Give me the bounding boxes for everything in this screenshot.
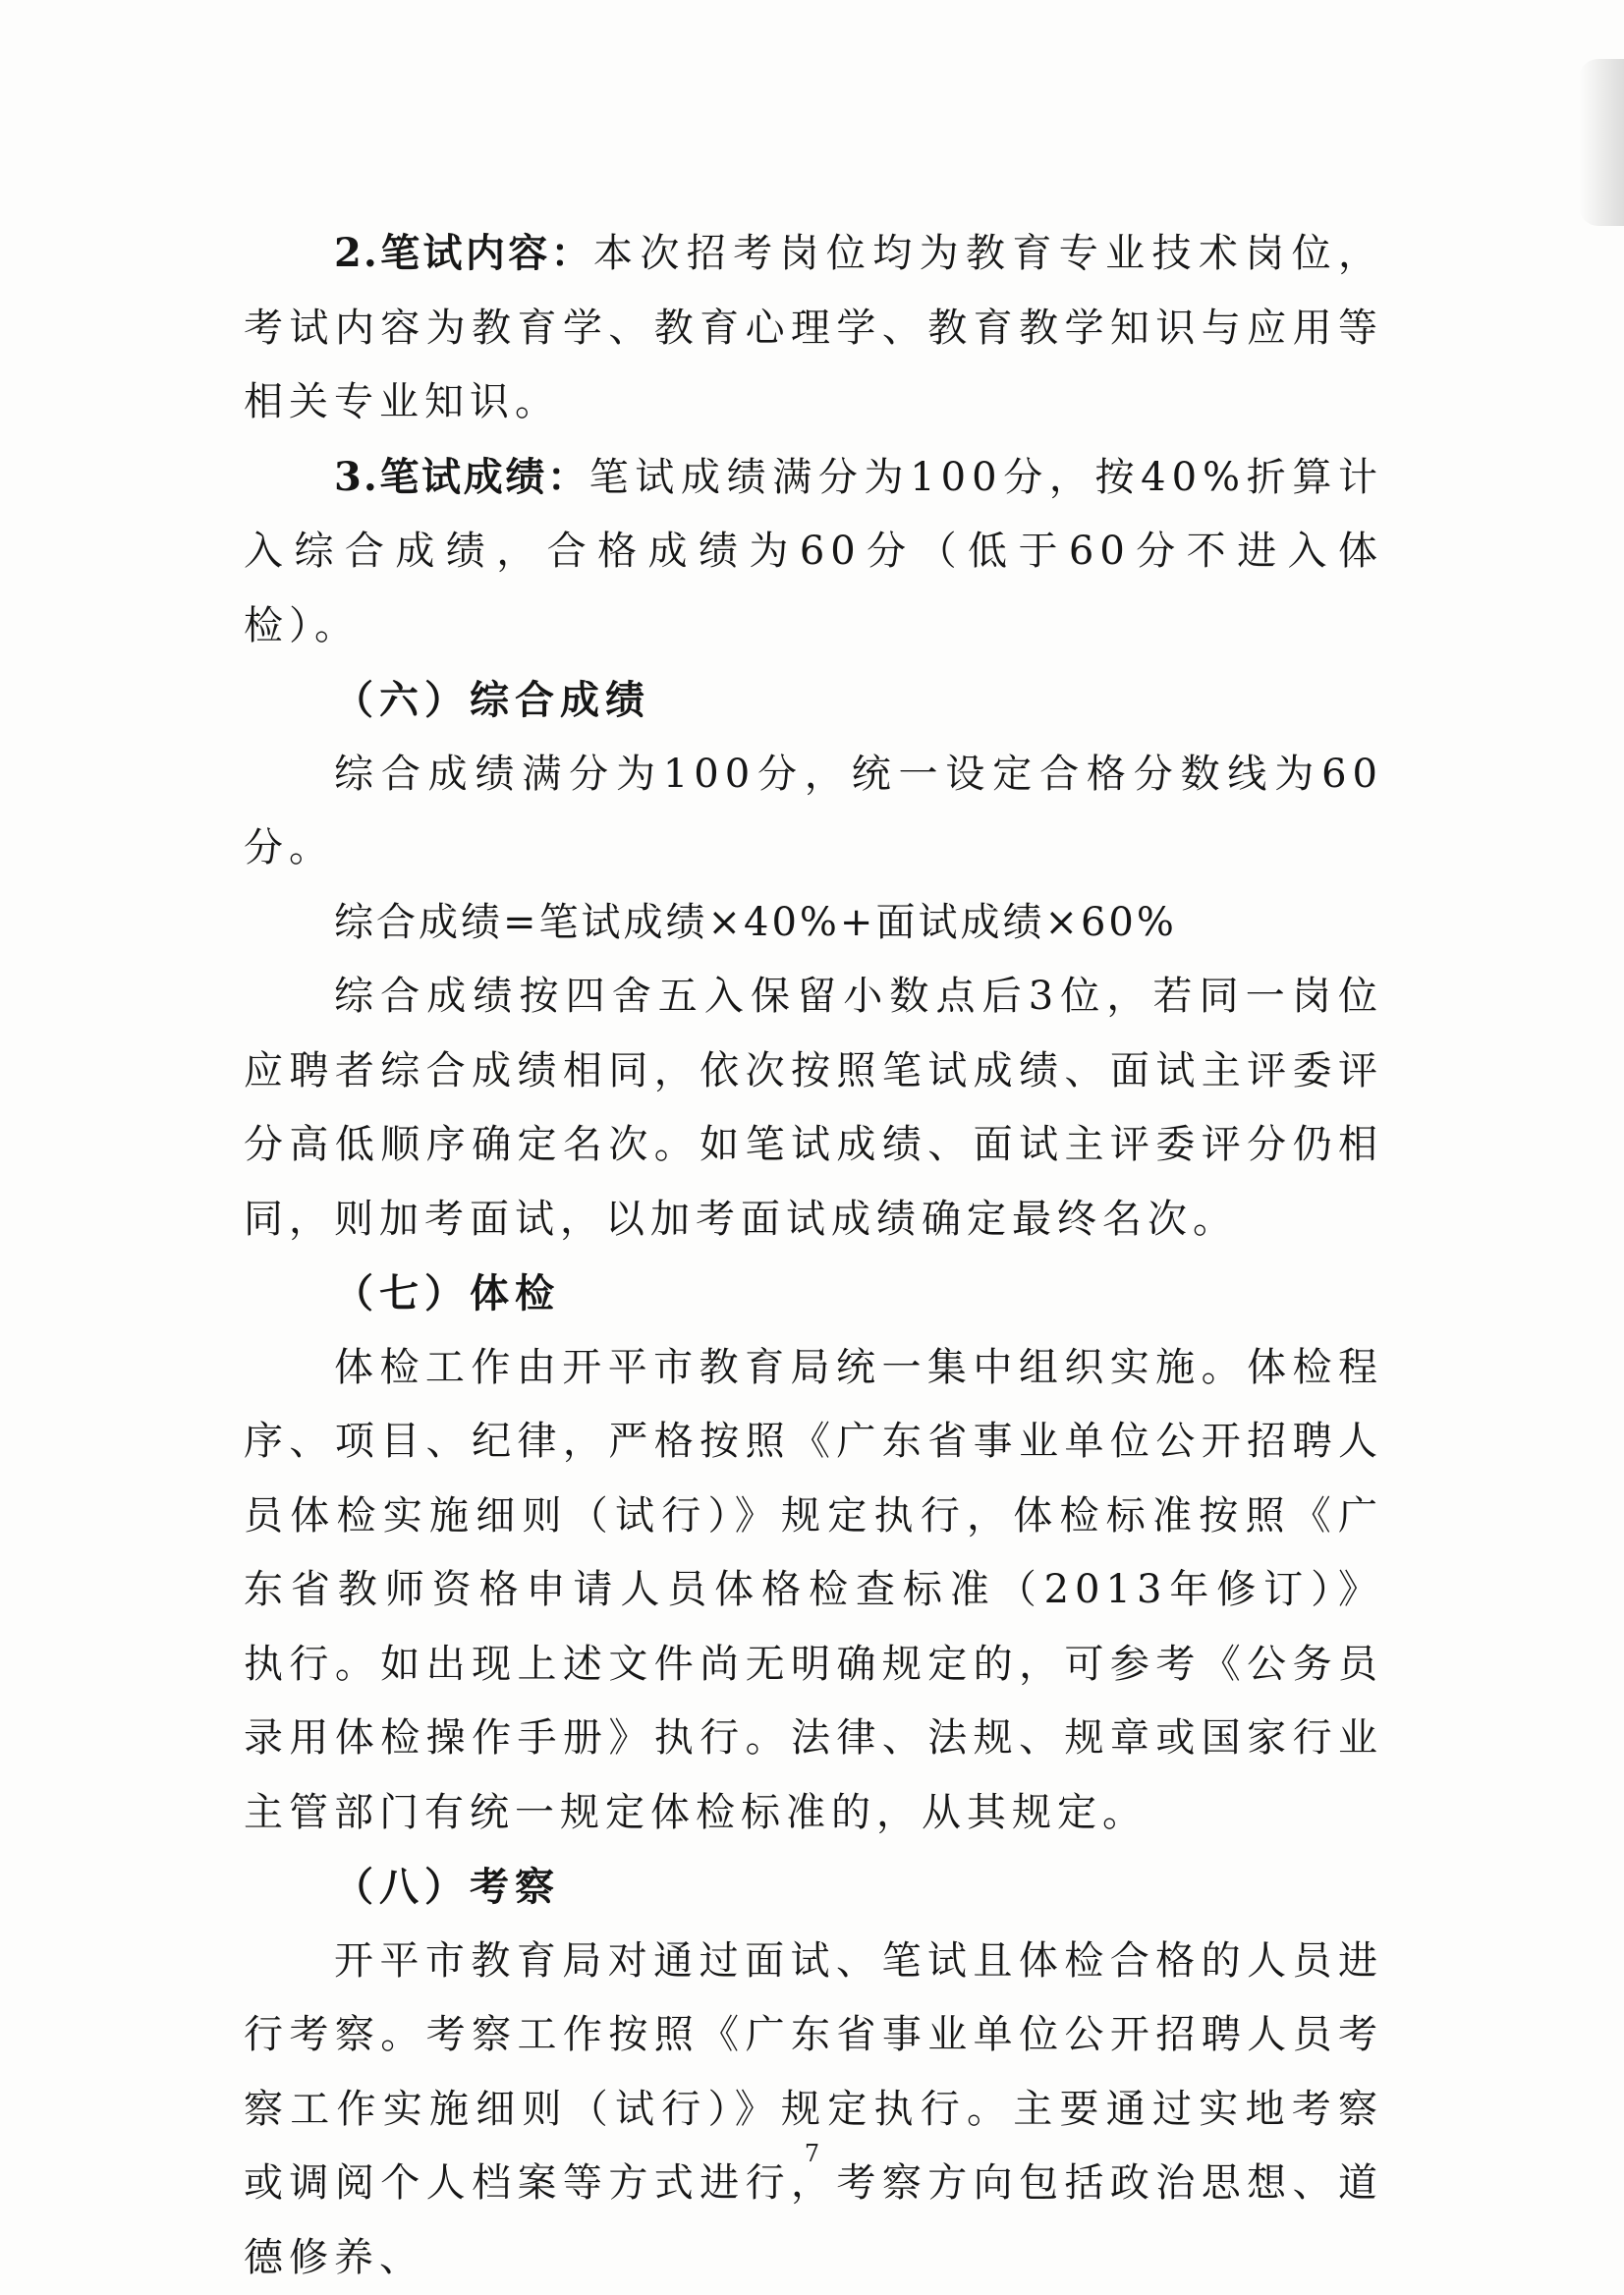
paragraph-written-exam-score [244,440,1383,664]
paragraph-score-ranking: 综合成绩按四舍五入保留小数点后3位，若同一岗位应聘者综合成绩相同，依次按照笔试成绩、面试主评委评分高低顺序确定名次。如笔试成绩、面试主评委评分仍相同，则加考面试，以加考面试成绩确定最终名次。 [244,974,1383,1242]
document-body [244,216,1383,2295]
scan-edge-shadow [1579,59,1624,226]
paragraph-inspection: 开平市教育局对通过面试、笔试且体检合格的人员进行考察。考察工作按照《广东省事业单位公开招聘人员考察工作实施细则（试行）》规定执行。主要通过实地考察或调阅个人档案等方式进行，考察方向包括政治思想、道德修养、 [244,1937,1383,2280]
paragraph-lead: 3.笔试成绩： [334,453,589,500]
paragraph-text: 本次招考岗位均为教育专业技术岗位，考试内容为教育学、教育心理学、教育教学知识与应用等相关专业知识。 [244,231,1384,424]
paragraph-written-exam-content [244,216,1383,440]
section-heading-inspection: （八）考察 [334,1864,560,1910]
paragraph-lead: 2.笔试内容： [334,230,594,276]
section-heading-physical-exam: （七）体检 [334,1270,560,1316]
section-heading-overall-score: （六）综合成绩 [334,677,650,723]
paragraph-overall-score-full-marks: 综合成绩满分为100分，统一设定合格分数线为60分。 [244,751,1383,870]
page-number: 7 [804,2140,820,2167]
paragraph-score-formula: 综合成绩=笔试成绩×40%+面试成绩×60% [334,899,1177,945]
paragraph-text: 笔试成绩满分为100分，按40%折算计入综合成绩，合格成绩为60分（低于60分不进入体检）。 [244,454,1383,648]
paragraph-physical-exam: 体检工作由开平市教育局统一集中组织实施。体检程序、项目、纪律，严格按照《广东省事业单位公开招聘人员体检实施细则（试行）》规定执行，体检标准按照《广东省教师资格申请人员体格检查标准（2013年修订）》执行。如出现上述文件尚无明确规定的，可参考《公务员录用体检操作手册》执行。法律、法规、规章或国家行业主管部门有统一规定体检标准的，从其规定。 [244,1344,1383,1835]
